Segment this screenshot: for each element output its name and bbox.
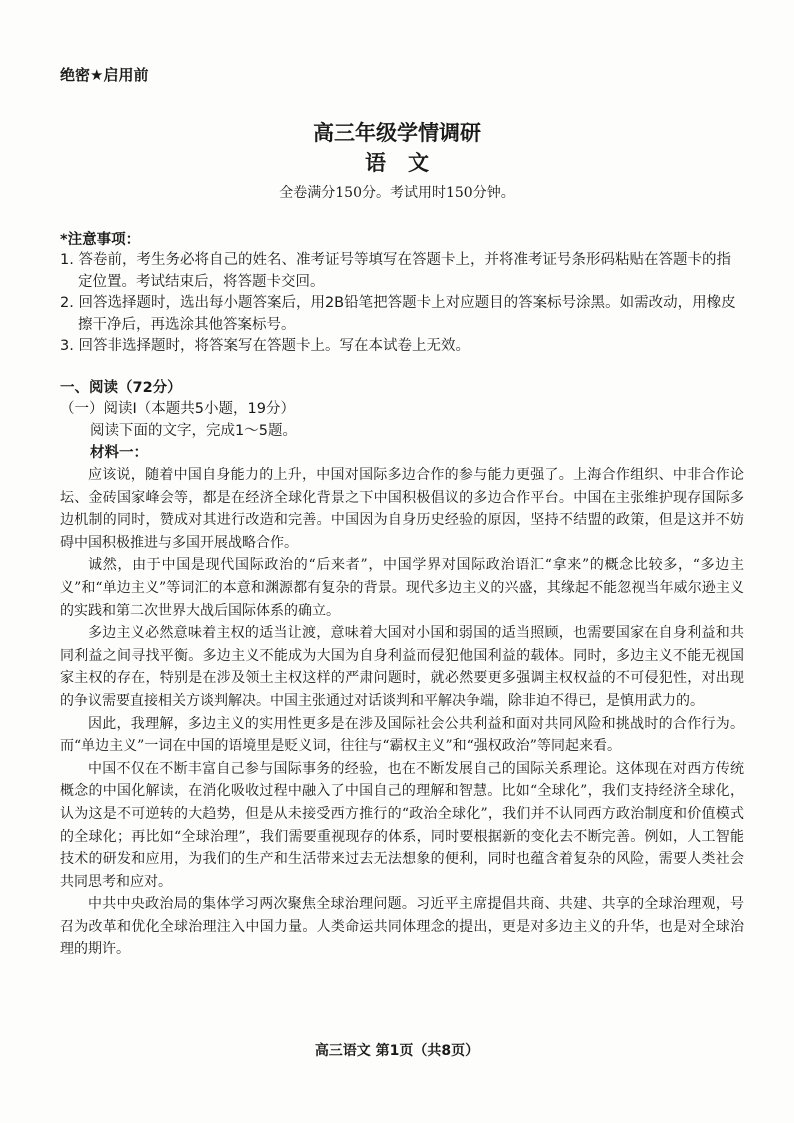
article-paragraph: 中国不仅在不断丰富自己参与国际事务的经验，也在不断发展自己的国际关系理论。这体现在对西方传统概念的中国化解读，在消化吸收过程中融入了中国自己的理解和智慧。比如“全球化”，我们支持经济全球化，认为这是不可逆转的大趋势，但是从未接受西方推行的“政治全球化”，我们并不认同西方政治制度和价值模式的全球化；再比如“全球治理”，我们需要重视现存的体系，同时要根据新的变化去不断完善。例如，人工智能技术的研发和应用，为我们的生产和生活带来过去无法想象的便利，同时也蕴含着复杂的风险，需要人类社会共同思考和应对。 (60, 760, 744, 890)
section-heading: 一、阅读（72分） (60, 380, 182, 396)
notice-item: 3. 回答非选择题时，将答案写在答题卡上。写在本试卷上无效。 (60, 338, 470, 354)
notice-list (60, 250, 742, 358)
page-footer: 高三语文 第1页（共8页） (314, 1043, 480, 1059)
exam-title: 高三年级学情调研 (313, 121, 481, 145)
article-paragraph: 中共中央政治局的集体学习两次聚焦全球治理问题。习近平主席提倡共商、共建、共享的全球治理观，号召为改革和优化全球治理注入中国力量。人类命运共同体理念的提出，更是对多边主义的升华，也是对全球治理的期许。 (60, 896, 744, 958)
notice-item: 1. 答卷前，考生务必将自己的姓名、准考证号等填写在答题卡上，并将准考证号条形码粘贴在答题卡的指定位置。考试结束后，将答题卡交回。 (60, 252, 731, 290)
notice-item: 2. 回答选择题时，选出每小题答案后，用2B铅笔把答题卡上对应题目的答案标号涂黑。如需改动，用橡皮擦干净后，再选涂其他答案标号。 (60, 295, 736, 333)
article-body (60, 464, 744, 961)
confidential-label: 绝密★启用前 (60, 66, 149, 84)
subject-title: 语文 (365, 151, 451, 175)
reading-instruction: 阅读下面的文字，完成1～5题。 (90, 423, 297, 439)
article-paragraph: 应该说，随着中国自身能力的上升，中国对国际多边合作的参与能力更强了。上海合作组织、中非合作论坛、金砖国家峰会等，都是在经济全球化背景之下中国积极倡议的多边合作平台。中国在主张维护现存国际多边机制的同时，赞成对其进行改造和完善。中国因为自身历史经验的原因，坚持不结盟的政策，但是这并不妨碍中国积极推进与多国开展战略合作。 (60, 467, 744, 551)
score-time-line: 全卷满分150分。考试用时150分钟。 (279, 185, 515, 201)
article-paragraph: 多边主义必然意味着主权的适当让渡，意味着大国对小国和弱国的适当照顾，也需要国家在自身利益和共同利益之间寻找平衡。多边主义不能成为大国为自身利益而侵犯他国利益的载体。同时，多边主义不能无视国家主权的存在，特别是在涉及领土主权这样的严肃问题时，就必然要更多强调主权权益的不可侵犯性，对出现的争议需要直接相关方谈判解决。中国主张通过对话谈判和平解决争端，除非迫不得已，是慎用武力的。 (60, 625, 744, 709)
article-paragraph: 诚然，由于中国是现代国际政治的“后来者”，中国学界对国际政治语汇“拿来”的概念比较多，“多边主义”和“单边主义”等词汇的本意和渊源都有复杂的背景。现代多边主义的兴盛，其缘起不能忽视当年威尔逊主义的实践和第二次世界大战后国际体系的确立。 (60, 557, 744, 619)
material-label: 材料一： (90, 445, 148, 461)
notice-heading: *注意事项： (60, 232, 141, 248)
article-paragraph: 因此，我理解，多边主义的实用性更多是在涉及国际社会公共利益和面对共同风险和挑战时的合作行为。而“单边主义”一词在中国的语境里是贬义词，往往与“霸权主义”和“强权政治”等同起来看。 (60, 715, 744, 755)
section-subheading: （一）阅读Ⅰ（本题共5小题，19分） (60, 401, 295, 417)
